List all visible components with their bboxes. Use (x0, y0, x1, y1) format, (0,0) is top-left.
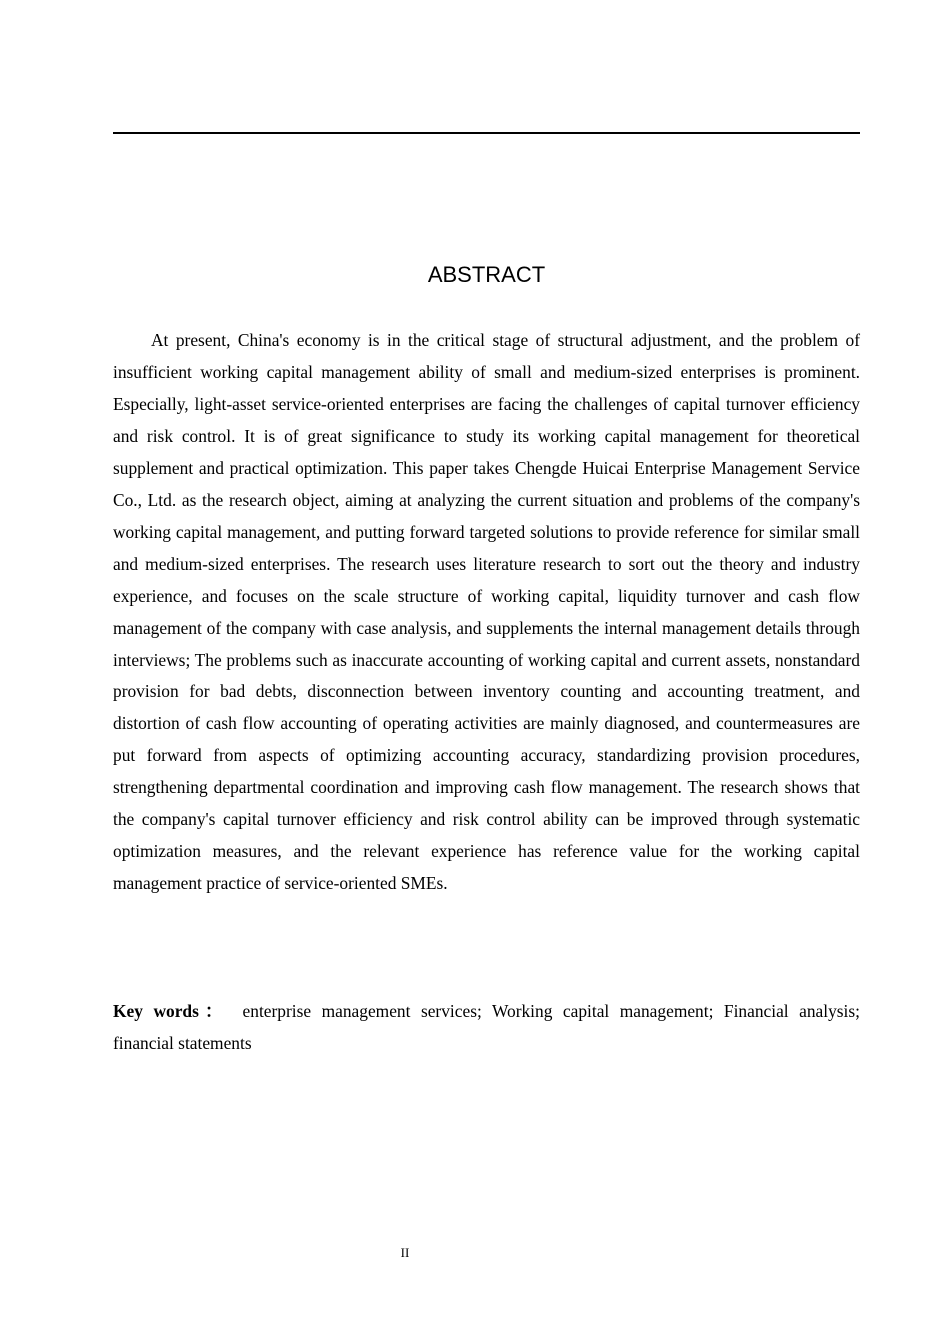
abstract-title: ABSTRACT (427, 262, 546, 287)
keywords-label: Key words： (113, 1001, 229, 1021)
keywords-text: enterprise management services; Working capital management; Financial analysis; financial statements (113, 1001, 860, 1053)
keywords-paragraph (113, 996, 860, 1060)
abstract-body: At present, China's economy is in the critical stage of structural adjustment, and the problem of insufficient working capital management ability of small and medium-sized enterprises is prominent. Especially, light-asset service-oriented enterprises are facing the challenges of capital turnover efficiency and risk control. It is of great significance to study its working capital management for theoretical supplement and practical optimization. This paper takes Chengde Huicai Enterprise Management Service Co., Ltd. as the research object, aiming at analyzing the current situation and problems of the company's working capital management, and putting forward targeted solutions to provide reference for similar small and medium-sized enterprises. The research uses literature research to sort out the theory and industry experience, and focuses on the scale structure of working capital, liquidity turnover and cash flow management of the company with case analysis, and supplements the internal management details through interviews; The problems such as inaccurate accounting of working capital and current assets, nonstandard provision for bad debts, disconnection between inventory counting and accounting treatment, and distortion of cash flow accounting of operating activities are mainly diagnosed, and countermeasures are put forward from aspects of optimizing accounting accuracy, standardizing provision procedures, strengthening departmental coordination and improving cash flow management. The research shows that the company's capital turnover efficiency and risk control ability can be improved through systematic optimization measures, and the relevant experience has reference value for the working capital management practice of service-oriented SMEs. (113, 330, 860, 894)
page-number: II (400, 1245, 410, 1260)
header-rule (113, 132, 860, 134)
